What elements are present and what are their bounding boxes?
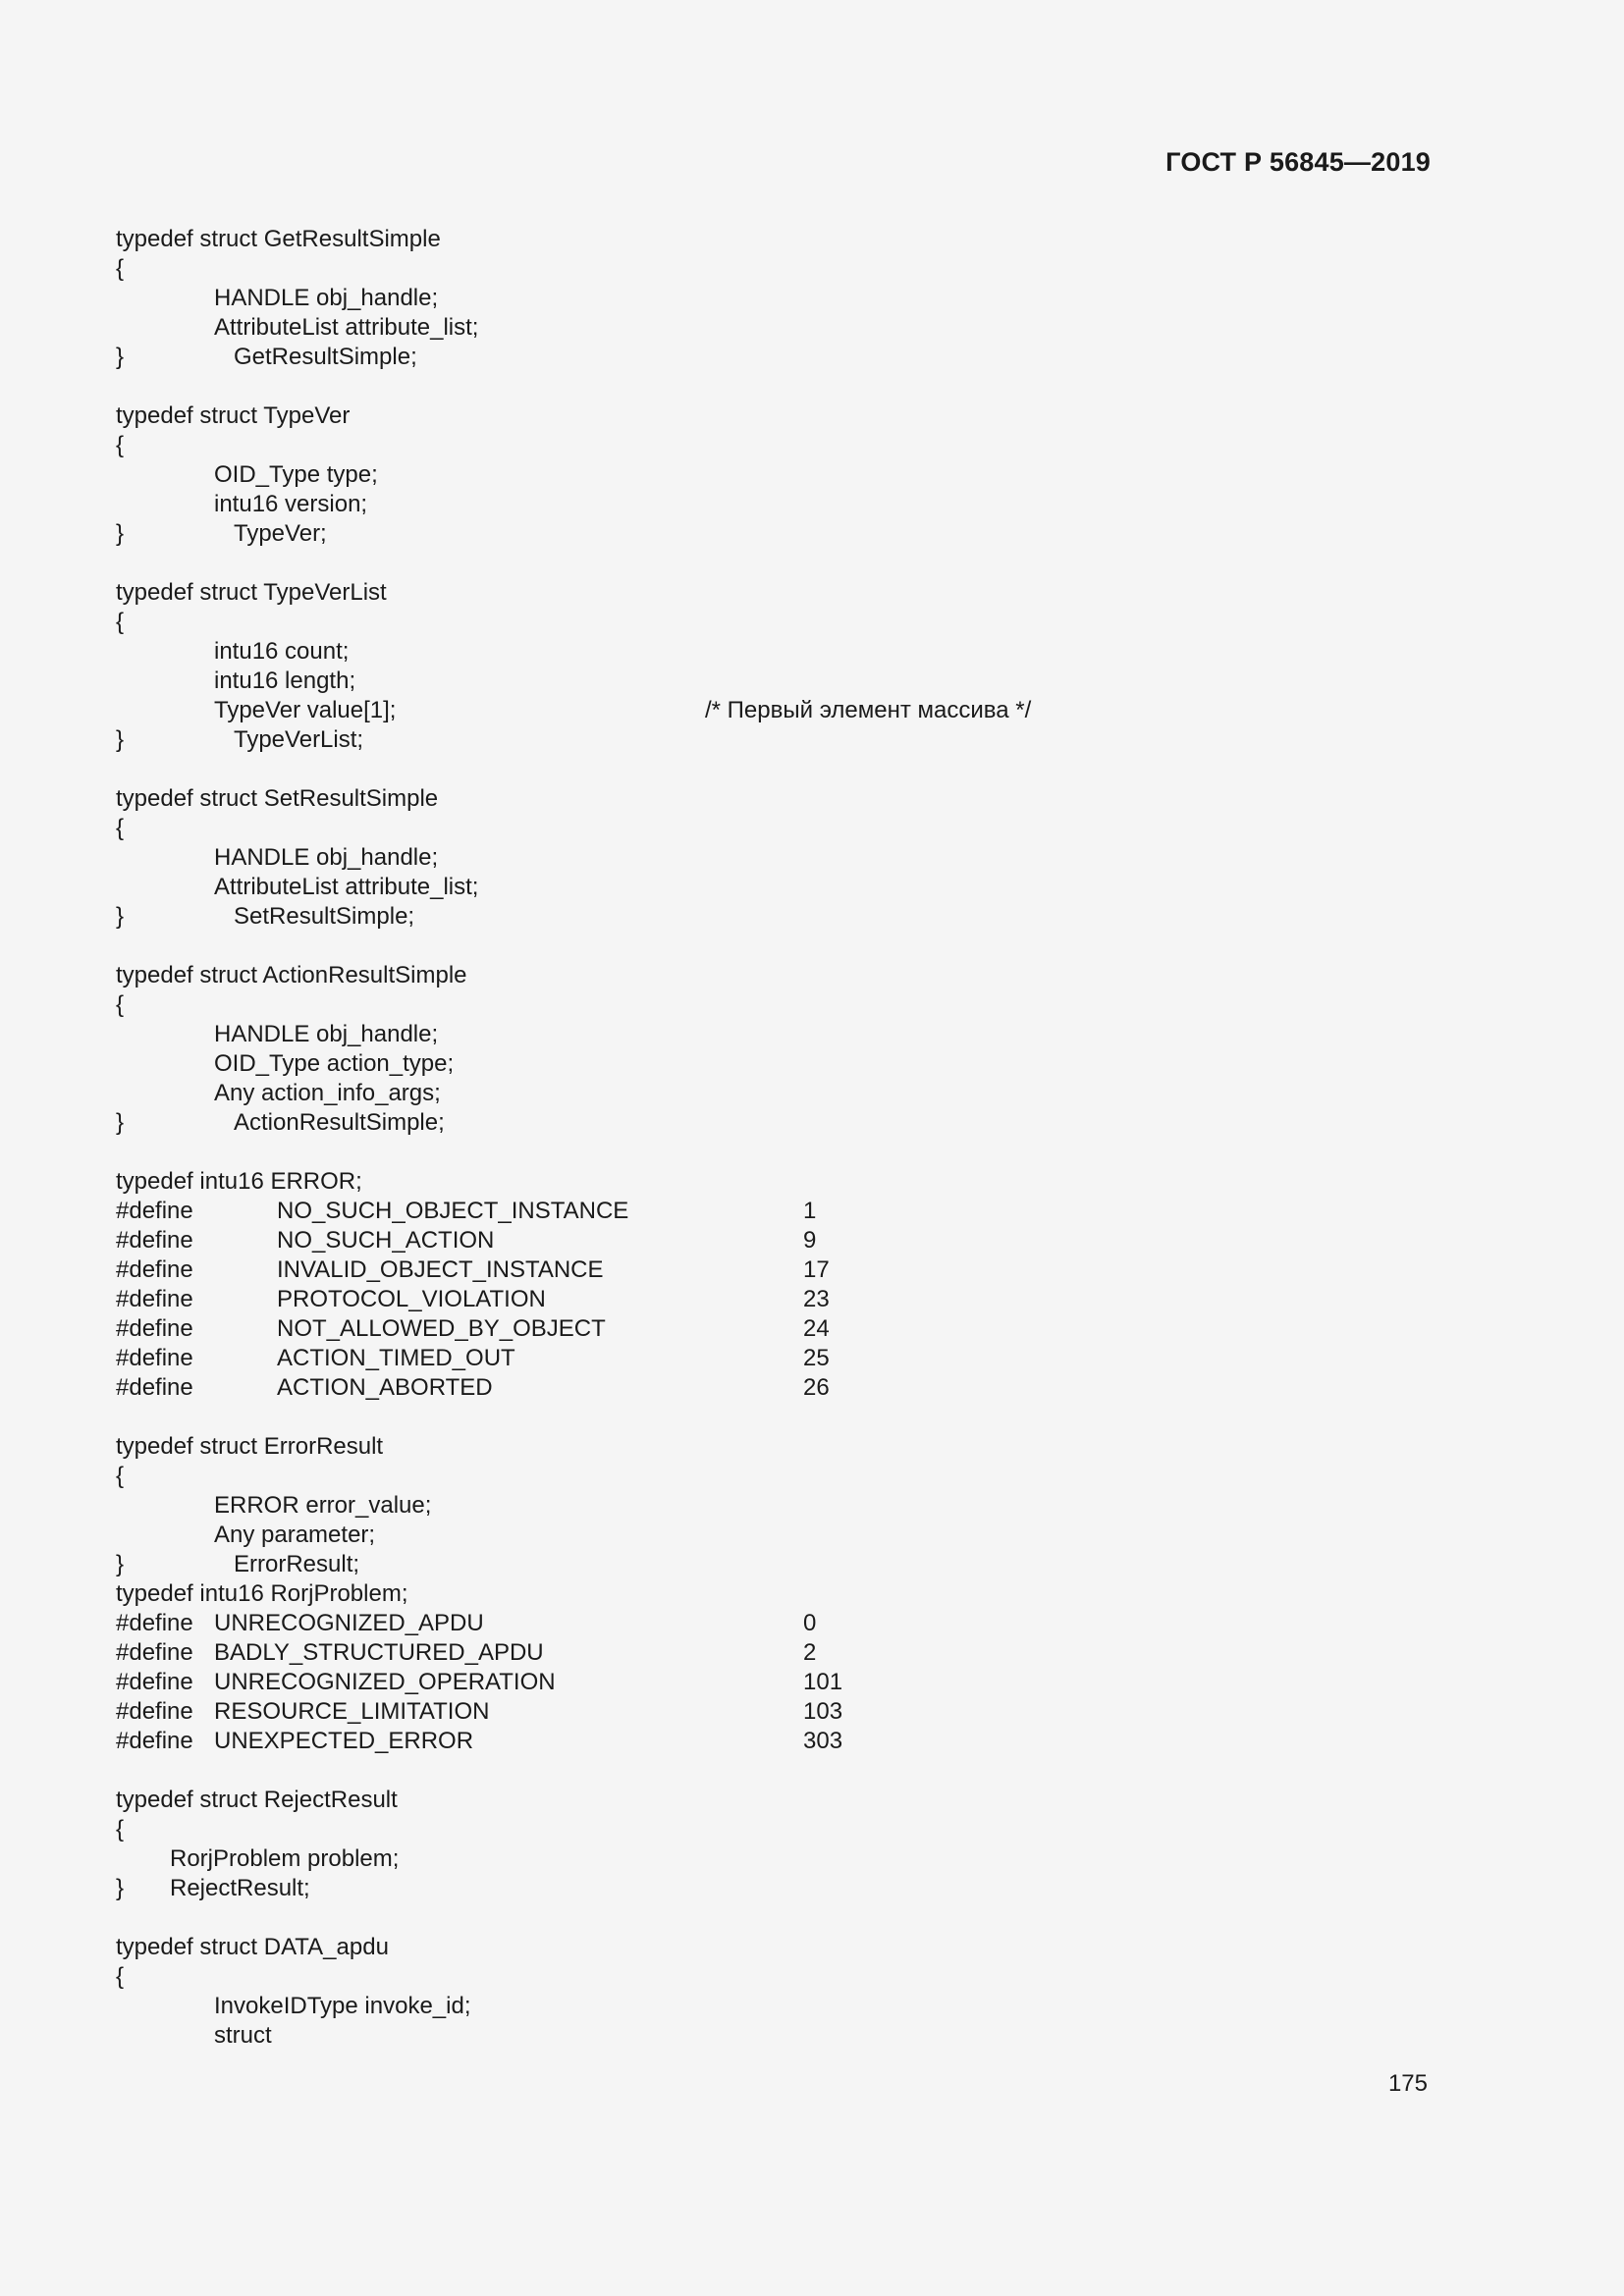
code-line [116,961,1432,990]
code-member: GetResultSimple; [234,344,417,370]
code-line [116,519,1432,549]
code-line [116,755,1432,784]
code-value: 24 [803,1315,830,1342]
code-line [116,932,1432,961]
code-token: typedef struct ActionResultSimple [116,962,467,988]
code-line [116,1992,1432,2021]
code-value: 26 [803,1374,830,1401]
code-token: typedef struct DATA_apdu [116,1934,389,1960]
code-line [116,667,1432,696]
code-member: HANDLE obj_handle; [214,1021,439,1047]
code-member: ERROR error_value; [214,1492,432,1519]
code-line [116,490,1432,519]
code-member: UNRECOGNIZED_OPERATION [214,1669,556,1695]
code-token: } [116,520,125,547]
code-line [116,1962,1432,1992]
code-member: UNRECOGNIZED_APDU [214,1610,484,1636]
code-token: } [116,903,125,930]
code-token: { [116,991,125,1018]
code-member: NOT_ALLOWED_BY_OBJECT [277,1315,606,1342]
code-line [116,1020,1432,1049]
code-line [116,1815,1432,1844]
code-line [116,1138,1432,1167]
code-token: typedef struct SetResultSimple [116,785,439,812]
code-line [116,1314,1432,1344]
code-line [116,1697,1432,1727]
code-token: #define [116,1728,193,1754]
code-listing [116,225,1432,2051]
code-comment: /* Первый элемент массива */ [705,697,1032,723]
code-line [116,1933,1432,1962]
code-token: } [116,1875,125,1901]
code-line [116,1373,1432,1403]
code-member: ACTION_TIMED_OUT [277,1345,515,1371]
code-line [116,843,1432,873]
code-line [116,814,1432,843]
code-token: typedef struct TypeVer [116,402,351,429]
code-member: AttributeList attribute_list; [214,314,479,341]
code-line [116,313,1432,343]
code-token: { [116,432,125,458]
code-line [116,1403,1432,1432]
code-line [116,1079,1432,1108]
code-member: RejectResult; [170,1875,310,1901]
code-line [116,1579,1432,1609]
code-line [116,1432,1432,1462]
code-member: RESOURCE_LIMITATION [214,1698,490,1725]
code-token: } [116,1109,125,1136]
code-member: intu16 length; [214,667,356,694]
code-value: 2 [803,1639,817,1666]
code-line [116,873,1432,902]
code-line [116,1344,1432,1373]
code-token: #define [116,1669,193,1695]
code-member: Any parameter; [214,1522,376,1548]
code-member: HANDLE obj_handle; [214,844,439,871]
code-token: } [116,726,125,753]
code-member: BADLY_STRUCTURED_APDU [214,1639,544,1666]
code-line [116,1874,1432,1903]
code-token: #define [116,1610,193,1636]
code-member: InvokeIDType invoke_id; [214,1993,471,2019]
code-line [116,460,1432,490]
code-line [116,1226,1432,1255]
code-line [116,284,1432,313]
code-line [116,343,1432,372]
code-token: { [116,255,125,282]
code-member: struct [214,2022,272,2049]
code-line [116,902,1432,932]
code-line [116,2021,1432,2051]
code-member: OID_Type action_type; [214,1050,455,1077]
code-line [116,1756,1432,1786]
code-line [116,1521,1432,1550]
code-token: { [116,1963,125,1990]
code-member: PROTOCOL_VIOLATION [277,1286,546,1312]
code-member: NO_SUCH_OBJECT_INSTANCE [277,1198,629,1224]
code-member: intu16 version; [214,491,368,517]
code-member: ActionResultSimple; [234,1109,445,1136]
code-member: AttributeList attribute_list; [214,874,479,900]
code-line [116,990,1432,1020]
code-value: 0 [803,1610,817,1636]
code-value: 9 [803,1227,817,1254]
code-line [116,1285,1432,1314]
code-line [116,1609,1432,1638]
document-header: ГОСТ Р 56845—2019 [1165,147,1431,177]
code-token: typedef intu16 ERROR; [116,1168,362,1195]
code-value: 303 [803,1728,843,1754]
code-value: 23 [803,1286,830,1312]
code-token: } [116,1551,125,1577]
code-token: { [116,609,125,635]
code-token: #define [116,1639,193,1666]
code-member: Any action_info_args; [214,1080,441,1106]
code-token: typedef struct GetResultSimple [116,226,441,252]
code-line [116,1108,1432,1138]
code-token: { [116,1816,125,1842]
code-token: #define [116,1315,193,1342]
code-member: ErrorResult; [234,1551,360,1577]
code-token: #define [116,1198,193,1224]
code-member: NO_SUCH_ACTION [277,1227,495,1254]
code-line [116,1903,1432,1933]
code-member: TypeVer; [234,520,327,547]
code-line [116,1786,1432,1815]
code-member: UNEXPECTED_ERROR [214,1728,474,1754]
code-token: typedef struct TypeVerList [116,579,387,606]
code-member: intu16 count; [214,638,350,665]
code-line [116,372,1432,401]
code-value: 101 [803,1669,843,1695]
code-line [116,401,1432,431]
code-token: #define [116,1345,193,1371]
code-member: SetResultSimple; [234,903,415,930]
code-line [116,696,1432,725]
code-line [116,225,1432,254]
code-line [116,1255,1432,1285]
code-token: #define [116,1227,193,1254]
code-line [116,1727,1432,1756]
code-member: TypeVer value[1]; [214,697,397,723]
code-line [116,1167,1432,1197]
code-line [116,1550,1432,1579]
code-line [116,784,1432,814]
code-member: OID_Type type; [214,461,378,488]
code-member: RorjProblem problem; [170,1845,400,1872]
code-line [116,549,1432,578]
code-value: 103 [803,1698,843,1725]
code-line [116,431,1432,460]
code-member: ACTION_ABORTED [277,1374,493,1401]
code-line [116,1844,1432,1874]
code-token: #define [116,1256,193,1283]
code-token: typedef struct ErrorResult [116,1433,384,1460]
code-line [116,1491,1432,1521]
code-token: #define [116,1286,193,1312]
code-line [116,637,1432,667]
code-line [116,578,1432,608]
code-member: TypeVerList; [234,726,364,753]
code-line [116,1462,1432,1491]
page-number: 175 [1387,2070,1428,2097]
code-token: { [116,1463,125,1489]
code-value: 25 [803,1345,830,1371]
code-line [116,1197,1432,1226]
code-token: #define [116,1374,193,1401]
code-line [116,254,1432,284]
code-token: typedef struct RejectResult [116,1787,398,1813]
code-token: { [116,815,125,841]
code-line [116,608,1432,637]
code-value: 17 [803,1256,830,1283]
code-member: INVALID_OBJECT_INSTANCE [277,1256,604,1283]
code-token: typedef intu16 RorjProblem; [116,1580,408,1607]
code-token: } [116,344,125,370]
code-value: 1 [803,1198,817,1224]
code-token: #define [116,1698,193,1725]
code-line [116,1049,1432,1079]
code-line [116,1638,1432,1668]
code-member: HANDLE obj_handle; [214,285,439,311]
code-line [116,725,1432,755]
code-line [116,1668,1432,1697]
